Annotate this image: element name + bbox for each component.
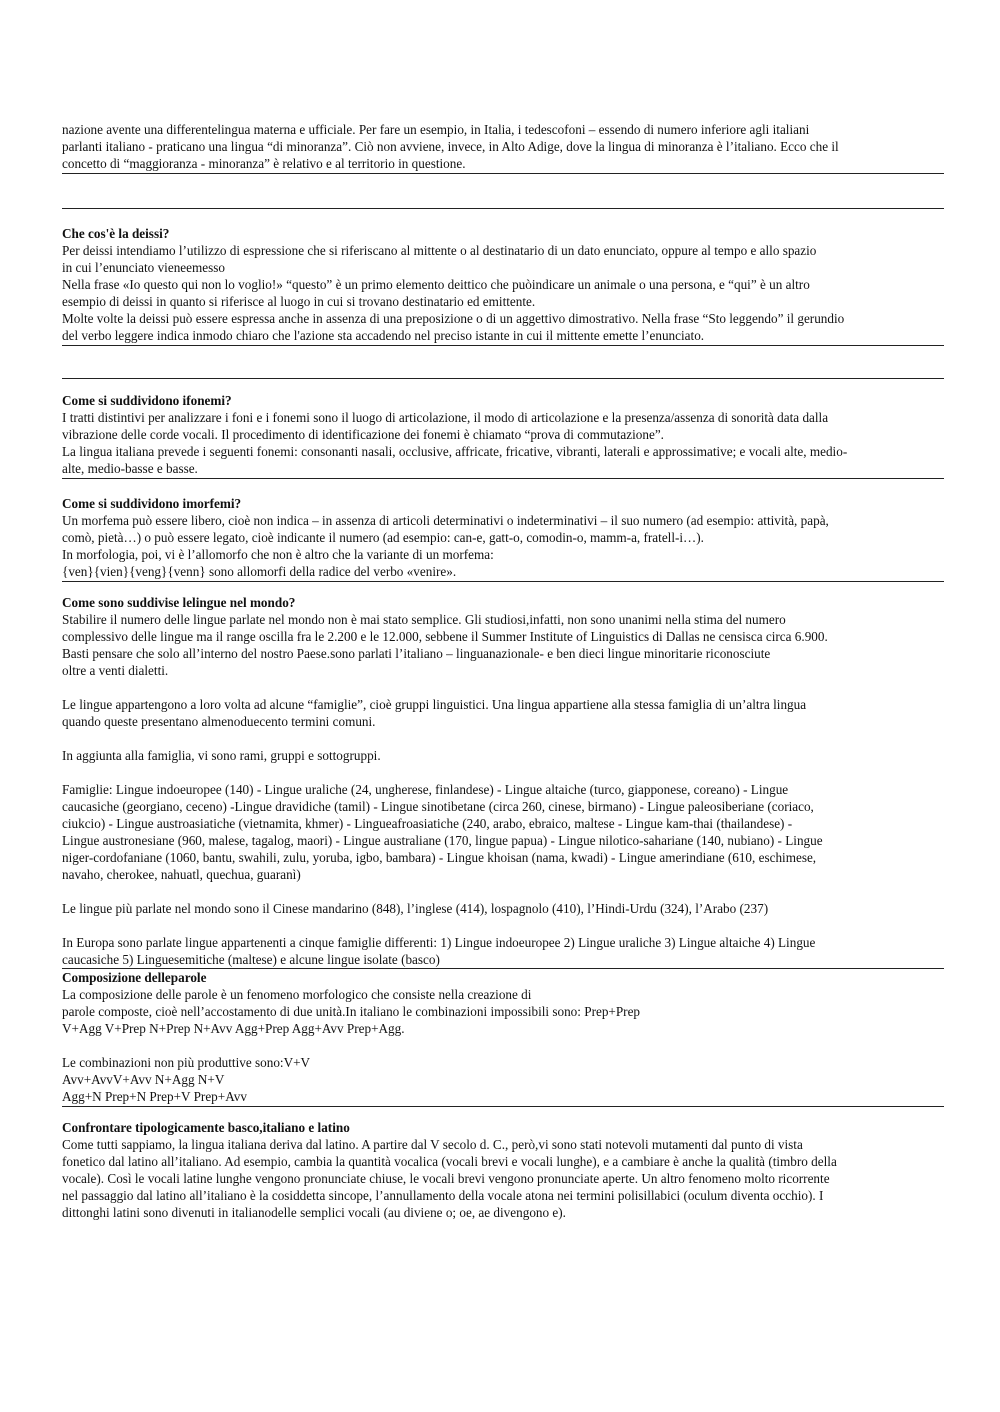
text-line: parole composte, cioè nell’accostamento di due unità.In italiano le combinazioni impossibili sono: Prep+Prep <box>62 1004 641 1019</box>
section-divider <box>62 581 944 582</box>
text-line: dittonghi latini sono divenuti in italianodelle semplici vocali (au diviene o; oe, ae divengono e). <box>62 1205 566 1220</box>
text-line: La composizione delle parole è un fenomeno morfologico che consiste nella creazione di <box>62 987 532 1002</box>
text-line: ciukcio) - Lingue austroasiatiche (vietnamita, khmer) - Linguea​froasiatiche (240, arabo, ebraico, maltese - Lingue kam-thai (thailandese) - <box>62 816 793 831</box>
section-tipologia <box>62 1119 944 1221</box>
text-line: Famiglie: Lingue indoeuropee (140) - Lingue uraliche (24, ungherese, finlandese) - Lingue altaiche (turco, giapponese, coreano) - Lingue <box>62 782 789 797</box>
text-line: oltre a venti dialetti. <box>62 663 169 678</box>
text-line: Lingue austronesiane (960, malese, tagalog, maori) - Lingue australiane (170, lingue papua) - Lingue nilotico-sahariane (140, nubiano) - Lingue <box>62 833 823 848</box>
text-line: alte, medio-basse e basse. <box>62 461 198 476</box>
text-line: La lingua italiana prevede i seguenti fonemi: consonanti nasali, occlusive, affricate, fricative, vibranti, laterali e approssimative; e vocali alte, medio- <box>62 444 848 459</box>
text-line: vocale). Così le vocali latine lunghe vengono pronunciate chiuse, le vocali brevi vengono pronunciate aperte. Un altro fenomeno molto ricorrente <box>62 1171 830 1186</box>
text-line: Molte volte la deissi può essere espressa anche in assenza di una preposizione o di un aggettivo dimostrativo. Nella frase “Sto leggendo” il gerundio <box>62 311 845 326</box>
section-divider <box>62 378 944 379</box>
text-line: nel passaggio dal latino all’italiano è la cosiddetta sincope, l’annullamento della vocale atona nei termini polisillabici (oculum diventa occhio). I <box>62 1188 824 1203</box>
document-page <box>62 121 944 1221</box>
text-line: parlanti italiano - praticano una lingua “di minoranza”. Ciò non avviene, invece, in Alto Adige, dove la lingua di minoranza è l’italiano. Ecco che il <box>62 139 839 154</box>
text-line: In aggiunta alla famiglia, vi sono rami, gruppi e sottogruppi. <box>62 748 381 763</box>
section-lingue <box>62 594 944 968</box>
text-line: quando queste presentano almenoduecento termini comuni. <box>62 714 376 729</box>
section-divider <box>62 478 944 479</box>
section-heading: Composizione delleparole <box>62 970 207 985</box>
text-line: caucasiche 5) Linguesemitiche (maltese) e alcune lingue isolate (basco) <box>62 952 440 967</box>
section-divider <box>62 345 944 346</box>
section-divider <box>62 173 944 174</box>
text-line: In Europa sono parlate lingue appartenenti a cinque famiglie differenti: 1) Lingue indoeuropee 2) Lingue uraliche 3) Lingue altaiche 4) Lingue <box>62 935 816 950</box>
text-line: caucasiche (georgiano, ceceno) -Lingue dravidiche (tamil) - Lingue sinotibetane (circa 260, cinese, birmano) - Lingue paleosiberiane (coriaco, <box>62 799 814 814</box>
section-heading: Come si suddividono imorfemi? <box>62 496 242 511</box>
section-morfemi <box>62 495 944 580</box>
text-line: I tratti distintivi per analizzare i foni e i fonemi sono il luogo di articolazione, il modo di articolazione e la presenza/assenza di sonorità data dalla <box>62 410 829 425</box>
text-line: in cui l’enunciato vieneemesso <box>62 260 225 275</box>
text-line: Nella frase «Io questo qui non lo voglio!» “questo” è un primo elemento deittico che puòindicare un animale o una persona, e “qui” è un altro <box>62 277 810 292</box>
text-line: In morfologia, poi, vi è l’allomorfo che non è altro che la variante di un morfema: <box>62 547 494 562</box>
text-line: esempio di deissi in quanto si riferisce al luogo in cui si trovano destinatario ed emittente. <box>62 294 536 309</box>
section-heading: Che cos'è la deissi? <box>62 226 170 241</box>
text-line: concetto di “maggioranza - minoranza” è relativo e al territorio in questione. <box>62 156 466 171</box>
text-line: Le lingue appartengono a loro volta ad alcune “famiglie”, cioè gruppi linguistici. Una lingua appartiene alla stessa famiglia di un’altra lingua <box>62 697 807 712</box>
text-line: vibrazione delle corde vocali. Il procedimento di identificazione dei fonemi è chiamato “prova di commutazione”. <box>62 427 664 442</box>
section-fonemi <box>62 392 944 477</box>
text-line: Le lingue più parlate nel mondo sono il Cinese mandarino (848), l’inglese (414), lospagnolo (410), l’Hindi-Urdu (324), l’Arabo (237) <box>62 901 769 916</box>
text-line: Come tutti sappiamo, la lingua italiana deriva dal latino. A partire dal V secolo d. C., però,vi sono stati notevoli mutamenti dal punto di vista <box>62 1137 803 1152</box>
text-line: V+Agg V+Prep N+Prep N+Avv Agg+Prep Agg+Avv Prep+Agg. <box>62 1021 405 1036</box>
section-heading: Confrontare tipologicamente basco,italiano e latino <box>62 1120 350 1135</box>
text-line: Un morfema può essere libero, cioè non indica – in assenza di articoli determinativi o indeterminativi – il suo numero (ad esempio: attività, papà, <box>62 513 829 528</box>
text-line: Per deissi intendiamo l’utilizzo di espressione che si riferiscano al mittente o al destinatario di un dato enunciato, oppure al tempo e allo spazio <box>62 243 817 258</box>
section-divider <box>62 1106 944 1107</box>
text-line: del verbo leggere indica inmodo chiaro che l'azione sta accadendo nel preciso istante in cui il mittente emette l’enunciato. <box>62 328 705 343</box>
text-line: Le combinazioni non più produttive sono:V+V <box>62 1055 311 1070</box>
section-divider <box>62 208 944 209</box>
text-line: fonetico dal latino all’italiano. Ad esempio, cambia la quantità vocalica (vocali brevi e vocali lunghe), e a cambiare è anche la qualità (timbro della <box>62 1154 837 1169</box>
text-line: nazione avente una differentelingua materna e ufficiale. Per fare un esempio, in Italia, i tedescofoni – essendo di numero inferiore agli italiani <box>62 122 810 137</box>
text-line: comò, pietà…) o può essere legato, cioè indicante il numero (ad esempio: can-e, gatt-o, comodin-o, mamm-a, fratell-i…). <box>62 530 704 545</box>
section-composizione <box>62 969 944 1105</box>
text-line: {ven}{vien}{veng}{venn} sono allomorfi della radice del verbo «venire». <box>62 564 457 579</box>
text-line: niger-cordofaniane (1060, bantu, swahili, zulu, yoruba, igbo, bambara) - Lingue khoisan (nama, kwadi) - Lingue amerindiane (610, eschimese, <box>62 850 817 865</box>
section-heading: Come sono suddivise lelingue nel mondo? <box>62 595 296 610</box>
section-heading: Come si suddividono ifonemi? <box>62 393 232 408</box>
text-line: Avv+AvvV+Avv N+Agg N+V <box>62 1072 225 1087</box>
intro-paragraph <box>62 121 944 172</box>
text-line: Basti pensare che solo all’interno del nostro Paese.sono parlati l’italiano – linguanazionale- e ben dieci lingue minoritarie riconosciute <box>62 646 771 661</box>
section-deissi <box>62 225 944 344</box>
text-line: Stabilire il numero delle lingue parlate nel mondo non è mai stato semplice. Gli studiosi,infatti, non sono unanimi nella stima del numero <box>62 612 786 627</box>
text-line: navaho, cherokee, nahuatl, quechua, guaranì) <box>62 867 301 882</box>
text-line: complessivo delle lingue ma il range oscilla fra le 2.200 e le 12.000, sebbene il Summer Institute of Linguistics di Dallas ne censisca circa 6.900. <box>62 629 828 644</box>
text-line: Agg+N Prep+N Prep+V Prep+Avv <box>62 1089 247 1104</box>
